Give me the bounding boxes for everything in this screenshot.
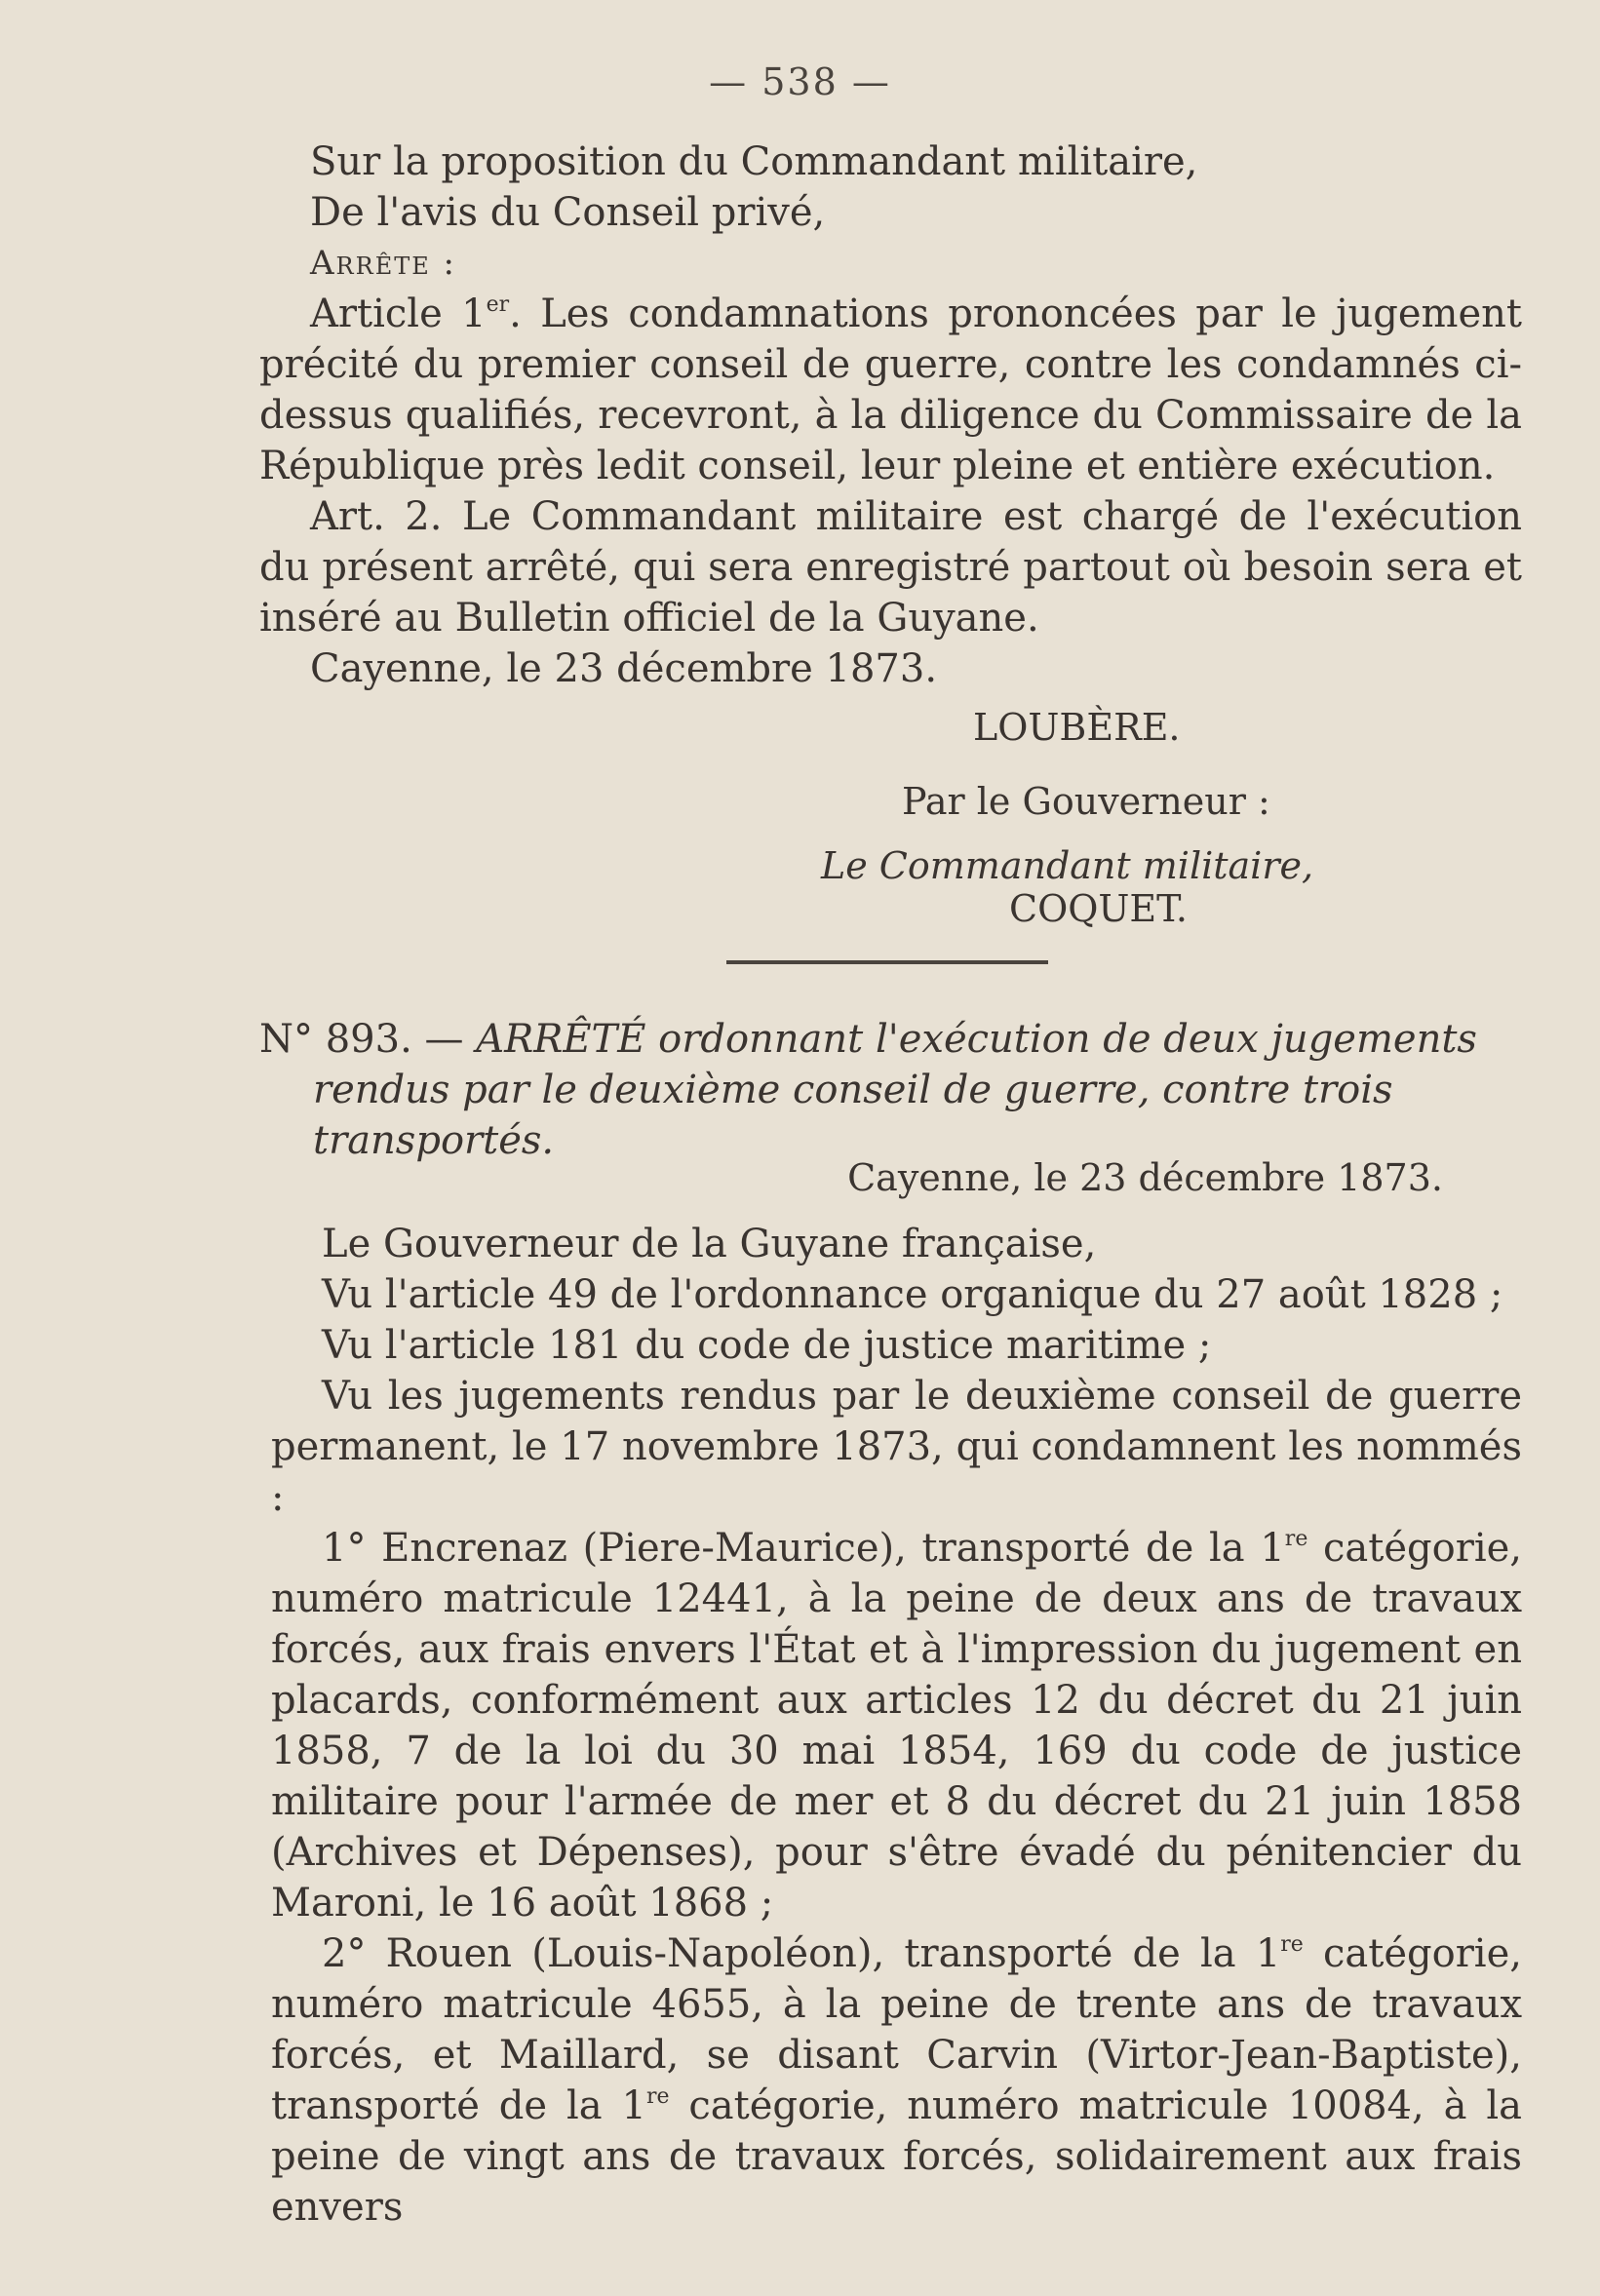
- decree-dateline: Cayenne, le 23 décembre 1873.: [847, 1156, 1443, 1199]
- signing-date: Cayenne, le 23 décembre 1873.: [310, 646, 938, 691]
- condemned-item-1: 1° Encrenaz (Piere-Maurice), transporté de la 1re catégorie, numéro matricule 12441, à la peine de deux ans de travaux forcés, aux frais envers l'État et à l'impression du jugement en placards, conformément aux articles 12 du décret du 21 juin 1858, 7 de la loi du 30 mai 1854, 169 du code de justice militaire pour l'armée de mer et 8 du décret du 21 juin 1858 (Archives et Dépenses), pour s'être évadé du pénitencier du Maroni, le 16 août 1868 ;: [271, 1526, 1523, 1926]
- vu-article-181: Vu l'article 181 du code de justice maritime ;: [322, 1323, 1212, 1368]
- commandant-role: Le Commandant militaire,: [821, 844, 1314, 887]
- par-le-gouverneur: Par le Gouverneur :: [902, 780, 1270, 823]
- article-1: Article 1er. Les condamnations prononcées par le jugement précité du premier conseil de guerre, contre les condamnés ci-dessus qualifiés, recevront, à la diligence du Commissaire de la République près ledit conseil, leur pleine et entière exécution.: [259, 292, 1522, 488]
- decree-title: [259, 1014, 1522, 1166]
- section-divider: [726, 960, 1048, 964]
- avis-line: De l'avis du Conseil privé,: [310, 190, 826, 235]
- article-2: Art. 2. Le Commandant militaire est chargé de l'exécution du présent arrêté, qui sera enregistré partout où besoin sera et inséré au Bulletin officiel de la Guyane.: [259, 494, 1522, 641]
- condemned-item-2: 2° Rouen (Louis-Napoléon), transporté de la 1re catégorie, numéro matricule 4655, à la peine de trente ans de travaux forcés, et Maillard, se disant Carvin (Virtor-Jean-Baptiste), transporté de la 1re catégorie, numéro matricule 10084, à la peine de vingt ans de travaux forcés, solidairement aux frais envers: [271, 1931, 1522, 2230]
- governor-line: Le Gouverneur de la Guyane française,: [322, 1222, 1097, 1266]
- vu-article-49: Vu l'article 49 de l'ordonnance organique du 27 août 1828 ;: [322, 1272, 1503, 1317]
- vu-jugements: Vu les jugements rendus par le deuxième conseil de guerre permanent, le 17 novembre 1873, qui condamnent les nommés :: [271, 1374, 1522, 1520]
- decree-title-line-1: ARRÊTÉ ordonnant l'exécution de deux jugements: [476, 1017, 1477, 1062]
- proposition-line: Sur la proposition du Commandant militaire,: [310, 139, 1198, 184]
- decree-title-line-2: rendus par le deuxième conseil de guerre, contre trois transportés.: [313, 1068, 1393, 1163]
- page-number: — 538 —: [709, 60, 891, 103]
- decree-number: N° 893. —: [259, 1017, 464, 1062]
- decree-body: [271, 1219, 1522, 2233]
- top-section: [259, 136, 1522, 694]
- signatory-name: LOUBÈRE.: [973, 706, 1181, 749]
- arrete-heading: Arrête :: [310, 244, 457, 283]
- countersignatory-name: COQUET.: [1009, 887, 1188, 930]
